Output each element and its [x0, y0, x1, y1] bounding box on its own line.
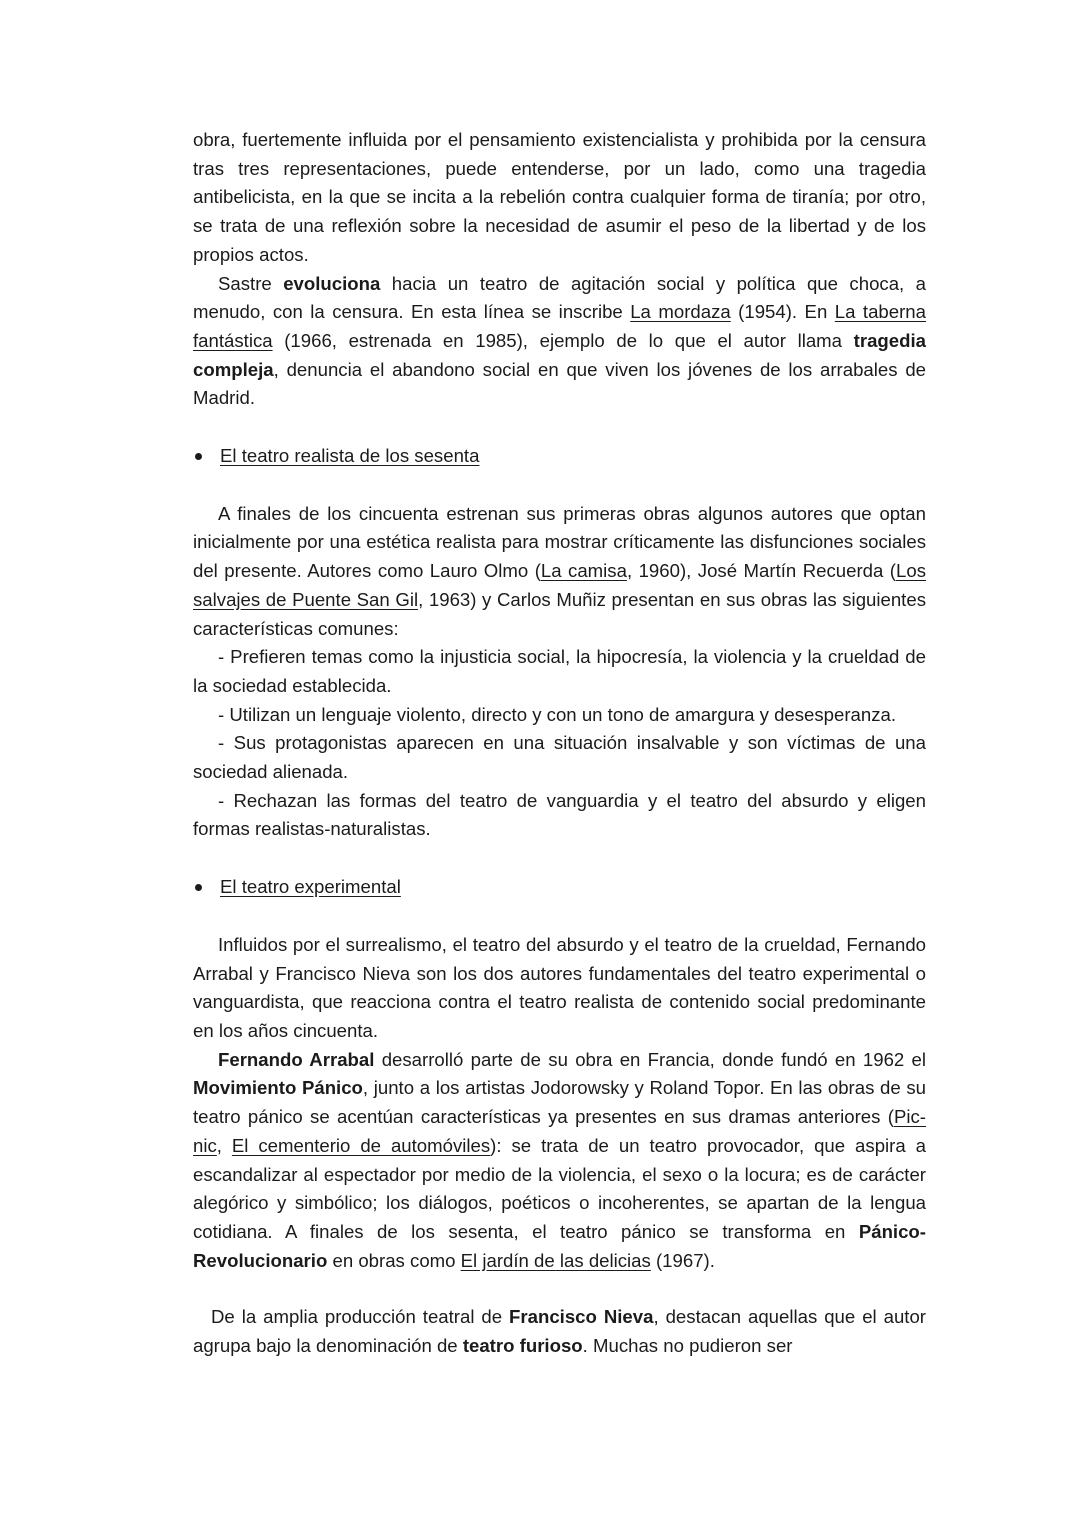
bold-term: Pánico-Revolucionario: [193, 1220, 926, 1271]
text-run: en obras como: [327, 1249, 461, 1271]
paragraph-arrabal: [193, 1046, 926, 1276]
text-run: (1967).: [650, 1249, 715, 1271]
text-run: , 1963) y Carlos Muñiz presentan en sus obras las siguientes características comunes:: [193, 588, 926, 639]
paragraph-sastre-evolucion: [193, 270, 926, 414]
work-title: El cementerio de automóviles: [231, 1134, 491, 1156]
paragraph-experimental-intro: [193, 931, 926, 1046]
list-item: - Rechazan las formas del teatro de vanguardia y el teatro del absurdo y eligen formas realistas-naturalistas.: [193, 789, 926, 840]
section-heading-realista: [193, 442, 926, 471]
text-run: , denuncia el abandono social en que viven los jóvenes de los arrabales de Madrid.: [193, 358, 926, 409]
list-item: - Sus protagonistas aparecen en una situación insalvable y son víctimas de una sociedad alienada.: [193, 732, 926, 783]
list-item: - Prefieren temas como la injusticia social, la hipocresía, la violencia y la crueldad de la sociedad establecida.: [193, 646, 926, 696]
text-run: obra, fuertemente influida por el pensamiento existencialista y prohibida por la censura tras tres representaciones, puede entenderse, por un lado, como una tragedia antibelicista, en la que se incita a la rebelión contra cualquier forma de tiranía; por otro, se trata de una reflexión sobre la necesidad de asumir el peso de la libertad y de los propios actos.: [193, 129, 926, 265]
text-run: De la amplia producción teatral de: [211, 1306, 510, 1328]
bold-term: evoluciona: [283, 272, 381, 294]
paragraph-escuadra-hacia-la-muerte: [193, 126, 926, 270]
document-page: [193, 126, 926, 1361]
bold-term: Francisco Nieva: [509, 1306, 654, 1328]
text-run: ,: [216, 1134, 232, 1156]
text-run: . Muchas no pudieron ser: [582, 1335, 793, 1357]
work-title: El jardín de las delicias: [460, 1249, 651, 1271]
text-run: , junto a los artistas Jodorowsky y Roland Topor. En las obras de su teatro pánico se acentúan características ya presentes en sus dramas anteriores (: [193, 1077, 926, 1128]
work-title: La mordaza: [630, 301, 731, 323]
paragraph-realismo-intro: [193, 500, 926, 644]
section-heading-experimental: [193, 873, 926, 902]
bullet-icon: [195, 453, 202, 460]
bullet-icon: [195, 884, 202, 891]
bold-term: Fernando Arrabal: [218, 1048, 375, 1070]
text-run: (1954). En: [730, 301, 835, 323]
heading-text: El teatro experimental: [220, 876, 401, 898]
paragraph-nieva: [193, 1303, 926, 1360]
heading-text: El teatro realista de los sesenta: [220, 445, 480, 467]
text-run: desarrolló parte de su obra en Francia, donde fundó en 1962 el: [374, 1048, 927, 1070]
text-run: ): se trata de un teatro provocador, que aspira a escandalizar al espectador por medio de la violencia, el sexo o la locura; es de carácter alegórico y simbólico; los diálogos, poéticos o incoherentes, se apartan de la lengua cotidiana. A finales de los sesenta, el teatro pánico se transforma en: [193, 1134, 926, 1242]
bold-term: Movimiento Pánico: [193, 1077, 363, 1099]
work-title: La camisa: [540, 560, 627, 582]
text-run: hacia un teatro de agitación social y política que choca, a menudo, con la censura. En esta línea se inscribe: [193, 272, 927, 323]
text-run: A finales de los cincuenta estrenan sus primeras obras algunos autores que optan inicialmente por una estética realista para mostrar críticamente las disfunciones sociales del presente. Autores como Lauro Olmo (: [193, 502, 926, 582]
text-run: , destacan aquellas que el autor agrupa bajo la denominación de: [193, 1306, 926, 1357]
work-title: La taberna fantástica: [193, 301, 926, 351]
text-run: Sastre: [218, 272, 284, 294]
text-run: Influidos por el surrealismo, el teatro del absurdo y el teatro de la crueldad, Fernando Arrabal y Francisco Nieva son los dos autores fundamentales del teatro experimental o vanguardista, que reacciona contra el teatro realista de contenido social predominante en los años cincuenta.: [193, 933, 926, 1041]
bold-term: teatro furioso: [462, 1335, 583, 1357]
text-run: , 1960), José Martín Recuerda (: [626, 560, 897, 582]
list-item: - Utilizan un lenguaje violento, directo y con un tono de amargura y desesperanza.: [218, 703, 897, 725]
work-title: Los salvajes de Puente San Gil: [193, 560, 926, 610]
work-title: Pic-nic: [193, 1106, 926, 1156]
text-run: (1966, estrenada en 1985), ejemplo de lo que el autor llama: [272, 329, 854, 351]
bold-term: tragedia compleja: [193, 329, 926, 380]
